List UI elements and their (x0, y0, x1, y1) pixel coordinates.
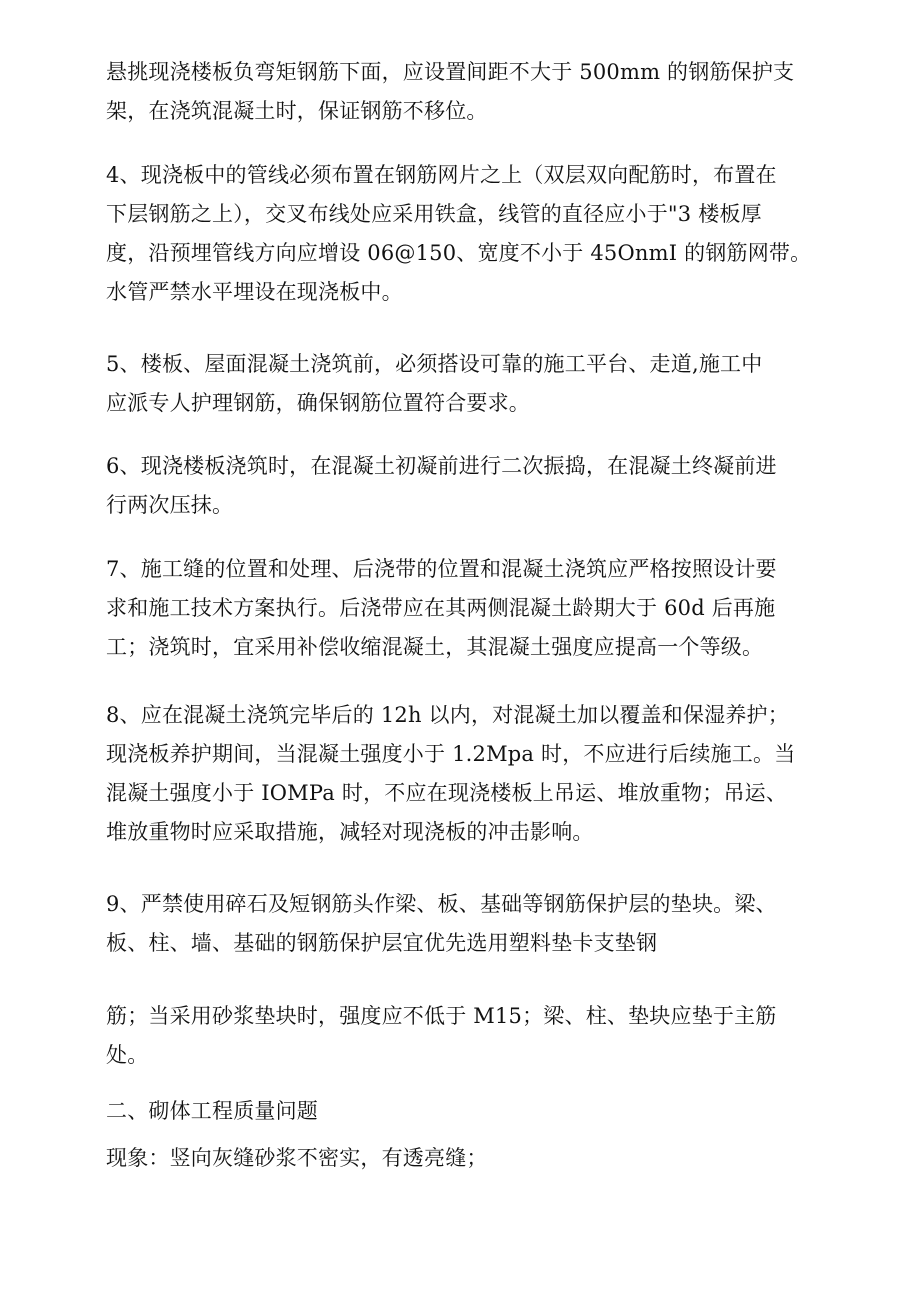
paragraph-item-7 (106, 550, 826, 667)
text-line: 堆放重物时应采取措施，减轻对现浇板的冲击影响。 (106, 820, 594, 844)
text-line: 现浇板养护期间，当混凝土强度小于 1.2Mpa 时，不应进行后续施工。当 (106, 742, 796, 766)
text-line: 下层钢筋之上），交叉布线处应采用铁盒，线管的直径应小于"3 楼板厚 (106, 202, 762, 226)
text-line: 水管严禁水平埋设在现浇板中。 (106, 280, 403, 304)
section-heading-masonry (106, 1092, 826, 1131)
text-line: 处。 (106, 1043, 149, 1067)
paragraph-item-8 (106, 696, 826, 852)
text-line: 度，沿预埋管线方向应增设 06@150、宽度不小于 45OnmI 的钢筋网带。 (106, 241, 812, 265)
section-title: 二、砌体工程质量问题 (106, 1099, 318, 1123)
text-line: 行两次压抹。 (106, 493, 234, 517)
paragraph-item-4 (106, 156, 826, 312)
text-line: 6、现浇楼板浇筑时，在混凝土初凝前进行二次振捣，在混凝土终凝前进 (106, 454, 777, 478)
text-line: 应派专人护理钢筋，确保钢筋位置符合要求。 (106, 391, 530, 415)
text-line: 9、严禁使用碎石及短钢筋头作梁、板、基础等钢筋保护层的垫块。梁、 (106, 892, 777, 916)
text-line: 板、柱、墙、基础的钢筋保护层宜优先选用塑料垫卡支垫钢 (106, 931, 658, 955)
text-line: 悬挑现浇楼板负弯矩钢筋下面，应设置间距不大于 500mm 的钢筋保护支 (106, 60, 795, 84)
text-line: 5、楼板、屋面混凝土浇筑前，必须搭设可靠的施工平台、走道,施工中 (106, 352, 763, 376)
paragraph-item-5 (106, 345, 826, 423)
text-line: 4、现浇板中的管线必须布置在钢筋网片之上（双层双向配筋时，布置在 (106, 163, 777, 187)
text-line: 求和施工技术方案执行。后浇带应在其两侧混凝土龄期大于 60d 后再施 (106, 596, 776, 620)
text-line: 8、应在混凝土浇筑完毕后的 12h 以内，对混凝土加以覆盖和保湿养护； (106, 703, 789, 727)
paragraph-item-9-continuation (106, 997, 826, 1075)
paragraph-phenomenon (106, 1139, 826, 1178)
text-line: 架，在浇筑混凝土时，保证钢筋不移位。 (106, 99, 488, 123)
text-line: 工；浇筑时，宜采用补偿收缩混凝土，其混凝土强度应提高一个等级。 (106, 635, 764, 659)
text-line: 7、施工缝的位置和处理、后浇带的位置和混凝土浇筑应严格按照设计要 (106, 557, 777, 581)
paragraph-item-6 (106, 447, 826, 525)
paragraph-item-9 (106, 885, 826, 963)
text-line: 筋；当采用砂浆垫块时，强度应不低于 M15；梁、柱、垫块应垫于主筋 (106, 1004, 777, 1028)
text-line: 混凝土强度小于 IOMPa 时，不应在现浇楼板上吊运、堆放重物；吊运、 (106, 781, 788, 805)
text-line: 现象：竖向灰缝砂浆不密实，有透亮缝； (106, 1146, 488, 1170)
paragraph-continuation (106, 53, 826, 131)
